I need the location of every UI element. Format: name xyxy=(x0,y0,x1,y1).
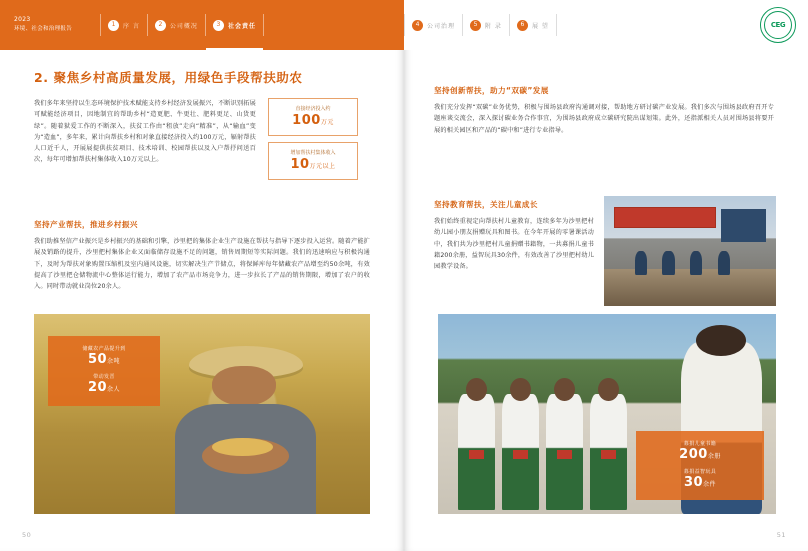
kids-photo-stat-overlay xyxy=(636,431,764,501)
overlay-unit: 余册 xyxy=(707,452,721,460)
photo-grain-shape xyxy=(212,438,272,456)
innovation-support-paragraph: 我们充分发挥“双碳”业务优势，积极与围场县政府沟通调对接，帮助地方研讨碳产业发展。我们多次与围场县政府召开专题座谈交流会，深入探讨碳业务合作事宜，为围场县政府成立碳研究院出谋划策。此外，还指派相关人员对围场县将要开展的相关园区和产品的“碳中和”进行专业指导。 xyxy=(434,104,774,134)
photo-red-banner xyxy=(614,207,716,228)
stat-box-investment xyxy=(268,98,358,136)
nav-number: 1 xyxy=(108,20,119,31)
page-title: 2. 聚焦乡村高质量发展，用绿色手段帮扶助农 xyxy=(34,70,303,85)
photo-necktie xyxy=(557,450,572,459)
stat-caption: 增加帮扶村集体收入 xyxy=(290,150,336,156)
nav-label: 社会责任 xyxy=(227,22,256,30)
nav-label: 附 录 xyxy=(485,22,502,30)
overlay-value: 50 xyxy=(87,352,108,367)
photo-student xyxy=(546,394,583,510)
stat-unit: 万元以上 xyxy=(309,163,336,170)
nav-item-social-responsibility[interactable] xyxy=(206,0,263,50)
nav-number: 3 xyxy=(213,20,224,31)
overlay-value: 20 xyxy=(87,380,108,396)
nav-divider xyxy=(556,14,557,36)
nav-item-company-profile[interactable] xyxy=(148,0,205,50)
stat-unit: 万元 xyxy=(320,119,334,126)
overlay-stat-books xyxy=(648,440,752,463)
intro-text-block xyxy=(34,98,256,173)
overlay-caption: 带动发晋 xyxy=(93,374,115,381)
stat-box-village-income xyxy=(268,142,358,180)
overlay-caption: 募捐儿童书籍 xyxy=(683,440,717,447)
photo-student xyxy=(458,394,495,510)
page-number-right: 51 xyxy=(776,531,786,539)
right-page-content xyxy=(404,50,808,551)
nav-item-corporate-governance[interactable] xyxy=(405,0,462,50)
stat-value: 10 xyxy=(290,157,310,172)
overlay-caption: 储藏农产品提升到 xyxy=(82,346,126,352)
photo-screen xyxy=(721,209,766,242)
innovation-support-block xyxy=(434,76,774,143)
subheading-industry-support: 坚持产业帮扶，推进乡村振兴 xyxy=(34,220,138,229)
left-nav-list xyxy=(100,0,404,50)
nav-label: 序 言 xyxy=(123,22,140,30)
overlay-value: 200 xyxy=(679,446,708,462)
overlay-caption: 募捐益智玩具 xyxy=(683,468,717,475)
stat-value: 100 xyxy=(292,113,321,128)
left-page-navbar xyxy=(0,0,404,50)
nav-item-preface[interactable] xyxy=(101,0,147,50)
industry-support-paragraph: 我们助推坚信产业振兴是乡村振兴的基础和引擎，沙里把的集体企业生产设施在帮扶与指导下逐步投入运营。随着产能扩展及销路的提升，沙里把村集体企业又面临储存设施不足的问题，销售周期短等实际问题。我们的迅速响应与积极沟通下，及时为帮扶对象购置压缩机及室内通风设施，切实解决生产节储点，将保鲜库每年储藏农产品增至约50余吨，有效提高了沙里把仓储物流中心整体运行能力，增加了农产品市场竞争力，进一步拉长了产品的销售期限，增加了农户的收入。同时带动就业岗位20余人。 xyxy=(34,238,370,291)
overlay-unit: 余吨 xyxy=(107,358,121,365)
photo-student xyxy=(502,394,539,510)
nav-label: 公司概况 xyxy=(169,22,198,30)
students-donation-photo xyxy=(438,314,776,514)
nav-divider xyxy=(263,14,264,36)
overlay-stat-storage xyxy=(60,345,148,368)
overlay-value: 30 xyxy=(683,474,704,490)
overlay-stat-jobs xyxy=(60,373,148,396)
page-number-left: 50 xyxy=(22,531,32,539)
overlay-unit: 余件 xyxy=(703,480,717,488)
left-page-content xyxy=(0,50,404,551)
industry-support-block xyxy=(34,210,370,299)
photo-necktie xyxy=(601,450,616,459)
report-year: 2023 xyxy=(14,16,31,24)
right-page-navbar xyxy=(404,0,808,50)
photo-student xyxy=(590,394,627,510)
nav-item-outlook[interactable] xyxy=(510,0,556,50)
intro-paragraph: 我们多年来坚持以生态环境保护技术赋能支持乡村经济发展振兴，不断识别拓展可赋能经济项目，因地制宜的帮助乡村“造更肥、牛更壮、肥料更足、山货更绿”。随着狱爱工作的不断深入，扶贫工作由“租放”走向“精准”，从“输血”变为“造血”，多年来，累计向帮扶乡村和对象直接经济投入约100万元，辐射帮扶人口近千人，开展展提供扶贫项目、技术培训、校园帮扶以及入户帮抒问送百次，每年可增加帮扶村集体收入10万元以上。 xyxy=(34,100,256,164)
farmer-wheat-photo xyxy=(34,314,370,514)
company-logo xyxy=(760,7,796,43)
report-name: 环境、社会和治理报告 xyxy=(14,25,73,32)
photo-person xyxy=(662,251,674,275)
right-nav-list xyxy=(404,0,760,50)
nav-number: 2 xyxy=(155,20,166,31)
photo-person xyxy=(635,251,647,275)
photo-person xyxy=(718,251,730,275)
nav-number: 6 xyxy=(517,20,528,31)
subheading-education-support: 坚持教育帮扶，关注儿童成长 xyxy=(434,200,538,209)
subheading-innovation-support: 坚持创新帮扶，助力“双碳”发展 xyxy=(434,86,549,95)
logo-text: CEG xyxy=(764,11,792,39)
education-support-paragraph: 我们始终重视定向帮扶村儿童教育，连续多年为沙里把村幼儿园小朋友捐赠玩具和图书。在今年开展的零暑课活动中，我们共为沙里把村儿童捐赠书籍物，一共募捐儿童书籍200余册，益智玩具30余件，有效改善了沙里把村幼儿园教学设备。 xyxy=(434,218,594,271)
photo-person xyxy=(690,251,702,275)
photo-necktie xyxy=(513,450,528,459)
education-support-block xyxy=(434,190,594,279)
overlay-stat-toys xyxy=(648,468,752,491)
left-stat-group xyxy=(268,98,368,186)
overlay-unit: 余人 xyxy=(107,386,121,394)
nav-label: 展 望 xyxy=(531,22,549,30)
photo-face-shape xyxy=(212,366,276,406)
nav-item-appendix[interactable] xyxy=(463,0,509,50)
right-page xyxy=(404,0,808,551)
nav-number: 5 xyxy=(470,20,481,31)
nav-label: 公司治理 xyxy=(427,22,456,30)
stat-caption: 直接经济投入约 xyxy=(295,106,331,112)
farmer-photo-stat-overlay xyxy=(48,336,160,406)
report-identifier xyxy=(0,16,100,34)
nav-number: 4 xyxy=(412,20,423,31)
photo-necktie xyxy=(469,450,484,459)
classroom-meeting-photo xyxy=(604,196,776,306)
